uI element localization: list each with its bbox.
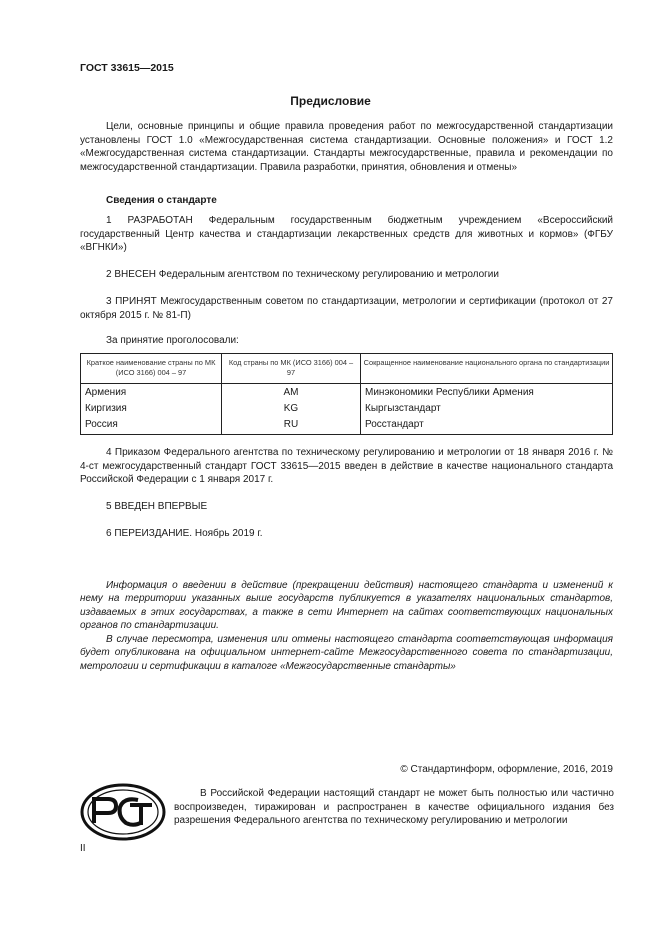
cell-country: Киргизия <box>81 401 222 417</box>
table-row <box>81 384 613 402</box>
cell-code: KG <box>222 401 361 417</box>
table-row <box>81 401 613 417</box>
copyright-line: © Стандартинформ, оформление, 2016, 2019 <box>400 764 613 775</box>
cell-body: Минэкономики Республики Армения <box>361 384 613 402</box>
info-note-revision: В случае пересмотра, изменения или отмены настоящего стандарта соответствующая информация будет опубликована на официальном интернет-сайте Межгосударственного совета по стандартизации, метрологии и сертификации в каталоге «Межгосударственные стандарты» <box>80 634 613 672</box>
item-reissue: 6 ПЕРЕИЗДАНИЕ. Ноябрь 2019 г. <box>106 528 263 539</box>
vote-caption: За принятие проголосовали: <box>106 335 239 346</box>
item-enacted: 4 Приказом Федерального агентства по техническому регулированию и метрологии от 18 января 2016 г. № 4-ст межгосударственный стандарт ГОСТ 33615—2015 введен в действие в качестве национального стандарта Российской Федерации с 1 января 2017 г. <box>80 447 613 486</box>
copyright-notice: В Российской Федерации настоящий стандарт не может быть полностью или частично воспроизведен, тиражирован и распространен в качестве официального издания без разрешения Федерального агентства по техническому регулированию и метрологии <box>174 788 614 827</box>
cell-body: Росстандарт <box>361 417 613 435</box>
column-header-country: Краткое наименование страны по МК (ИСО 3166) 004 – 97 <box>81 354 222 384</box>
table-header-row <box>81 354 613 384</box>
countries-table <box>80 353 613 435</box>
page-number: II <box>80 843 86 854</box>
cell-country: Армения <box>81 384 222 402</box>
column-header-code: Код страны по МК (ИСО 3166) 004 – 97 <box>222 354 361 384</box>
page-title: Предисловие <box>290 94 371 108</box>
cell-code: RU <box>222 417 361 435</box>
cell-country: Россия <box>81 417 222 435</box>
item-first-introduced: 5 ВВЕДЕН ВПЕРВЫЕ <box>106 501 208 512</box>
rst-logo-icon <box>80 783 166 841</box>
cell-body: Кыргызстандарт <box>361 401 613 417</box>
document-code: ГОСТ 33615—2015 <box>80 62 174 74</box>
table-row <box>81 417 613 435</box>
item-adopted: 3 ПРИНЯТ Межгосударственным советом по стандартизации, метрологии и сертификации (протокол от 27 октября 2015 г. № 81-П) <box>80 296 613 321</box>
cell-code: AM <box>222 384 361 402</box>
item-developed: 1 РАЗРАБОТАН Федеральным государственным бюджетным учреждением «Всероссийский государственный Центр качества и стандартизации лекарственных средств для животных и кормов» (ФГБУ «ВГНКИ») <box>80 215 613 254</box>
item-introduced: 2 ВНЕСЕН Федеральным агентством по техническому регулированию и метрологии <box>106 269 499 280</box>
info-note-publication: Информация о введении в действие (прекращении действия) настоящего стандарта и изменений к нему на территории указанных выше государств публикуется в указателях национальных стандартов, издаваемых в этих государствах, а также в сети Интернет на сайтах соответствующих национальных органов по стандартизации. <box>80 580 613 632</box>
intro-paragraph: Цели, основные принципы и общие правила проведения работ по межгосударственной стандартизации установлены ГОСТ 1.0 «Межгосударственная система стандартизации. Основные положения» и ГОСТ 1.2 «Межгосударственная система стандартизации. Стандарты межгосударственные, правила и рекомендации по межгосударственной стандартизации. Правила разработки, принятия, обновления и отмены» <box>80 121 613 173</box>
column-header-body: Сокращенное наименование национального органа по стандартизации <box>361 354 613 384</box>
section-heading: Сведения о стандарте <box>106 195 217 206</box>
